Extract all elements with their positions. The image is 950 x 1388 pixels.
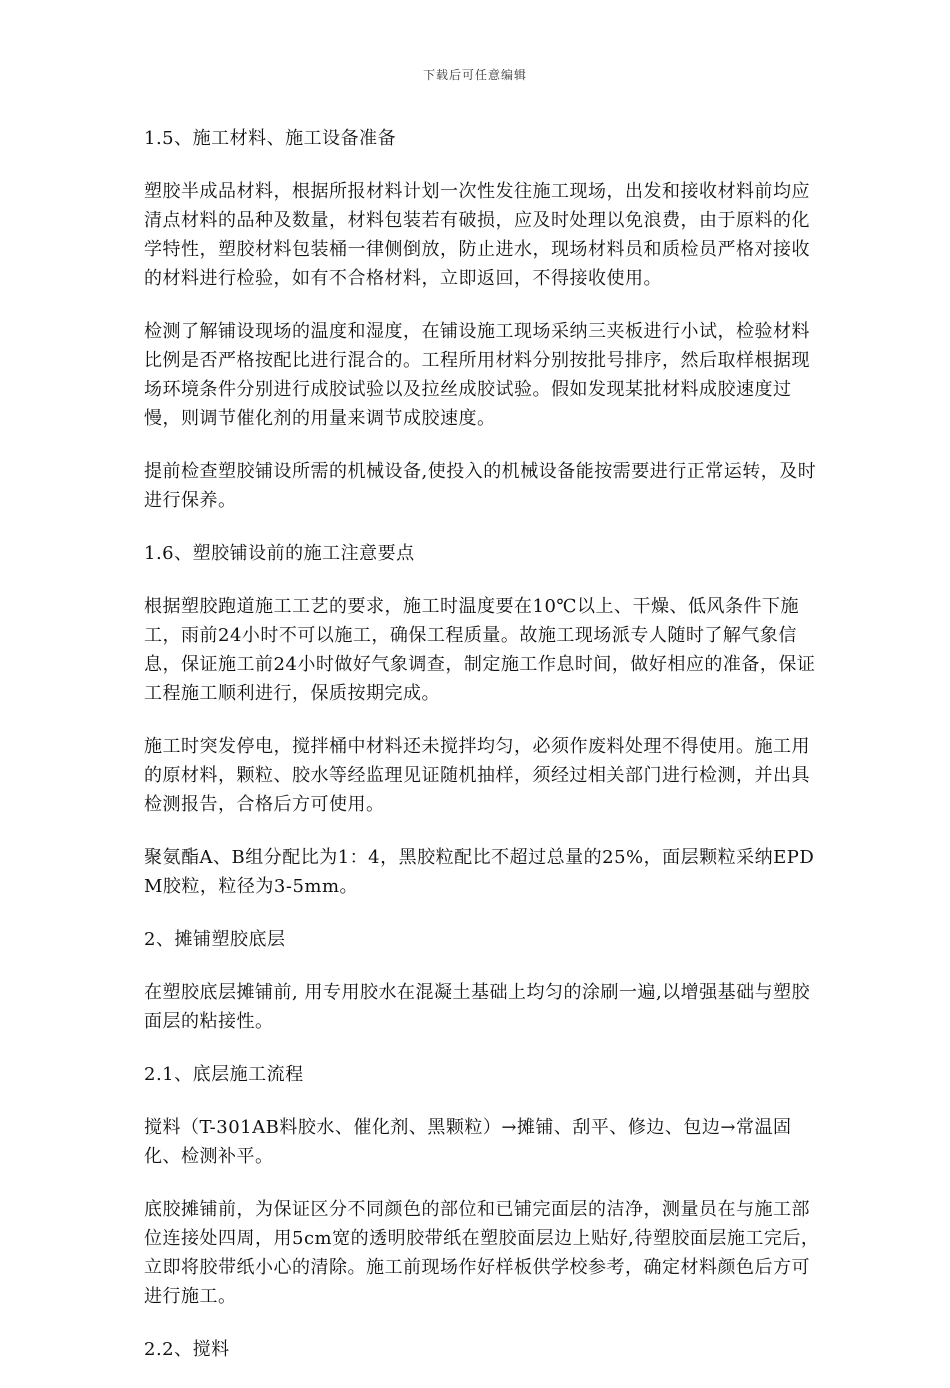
- section-heading-1-5: 1.5、施工材料、施工设备准备: [144, 128, 397, 149]
- paragraph-masking: 底胶摊铺前，为保证区分不同颜色的部位和已铺完面层的洁净，测量员在与施工部位连接处四周，用5cm宽的透明胶带纸在塑胶面层边上贴好,待塑胶面层施工完后，立即将胶带纸小心的清除。施工前现场作好样板供学校参考，确定材料颜色后方可进行施工。: [144, 1199, 820, 1307]
- paragraph-ratio: 聚氨酯A、B组分配比为1：4，黑胶粒配比不超过总量的25%，面层颗粒采纳EPDM胶粒，粒径为3-5mm。: [144, 847, 815, 897]
- paragraph-materials: 塑胶半成品材料，根据所报材料计划一次性发往施工现场，出发和接收材料前均应清点材料的品种及数量，材料包装若有破损，应及时处理以免浪费，由于原料的化学特性，塑胶材料包装桶一律侧倒放，防止进水，现场材料员和质检员严格对接收的材料进行检验，如有不合格材料，立即返回，不得接收使用。: [144, 181, 810, 289]
- paragraph-weather: 根据塑胶跑道施工工艺的要求，施工时温度要在10℃以上、干燥、低风条件下施工，雨前24小时不可以施工，确保工程质量。故施工现场派专人随时了解气象信息，保证施工前24小时做好气象调查，制定施工作息时间，做好相应的准备，保证工程施工顺利进行，保质按期完成。: [144, 596, 816, 704]
- header-note: 下载后可任意编辑: [422, 68, 527, 82]
- document-body: [144, 124, 824, 1388]
- section-heading-1-6: 1.6、塑胶铺设前的施工注意要点: [144, 543, 415, 564]
- section-heading-2: 2、摊铺塑胶底层: [144, 929, 286, 950]
- paragraph-testing: 检测了解铺设现场的温度和湿度，在铺设施工现场采纳三夹板进行小试，检验材料比例是否严格按配比进行混合的。工程所用材料分别按批号排序，然后取样根据现场环境条件分别进行成胶试验以及拉丝成胶试验。假如发现某批材料成胶速度过慢，则调节催化剂的用量来调节成胶速度。: [144, 321, 810, 429]
- paragraph-flow: 搅料（T-301AB料胶水、催化剂、黑颗粒）→摊铺、刮平、修边、包边→常温固化、检测补平。: [144, 1117, 792, 1167]
- section-heading-2-1: 2.1、底层施工流程: [144, 1064, 304, 1085]
- paragraph-power-outage: 施工时突发停电，搅拌桶中材料还未搅拌均匀，必须作废料处理不得使用。施工用的原材料，颗粒、胶水等经监理见证随机抽样，须经过相关部门进行检测，并出具检测报告，合格后方可使用。: [144, 736, 810, 815]
- section-heading-2-2: 2.2、搅料: [144, 1339, 230, 1360]
- paragraph-primer: 在塑胶底层摊铺前, 用专用胶水在混凝土基础上均匀的涂刷一遍,以增强基础与塑胶面层的粘接性。: [144, 982, 811, 1032]
- paragraph-equipment: 提前检查塑胶铺设所需的机械设备,使投入的机械设备能按需要进行正常运转，及时进行保养。: [144, 461, 817, 511]
